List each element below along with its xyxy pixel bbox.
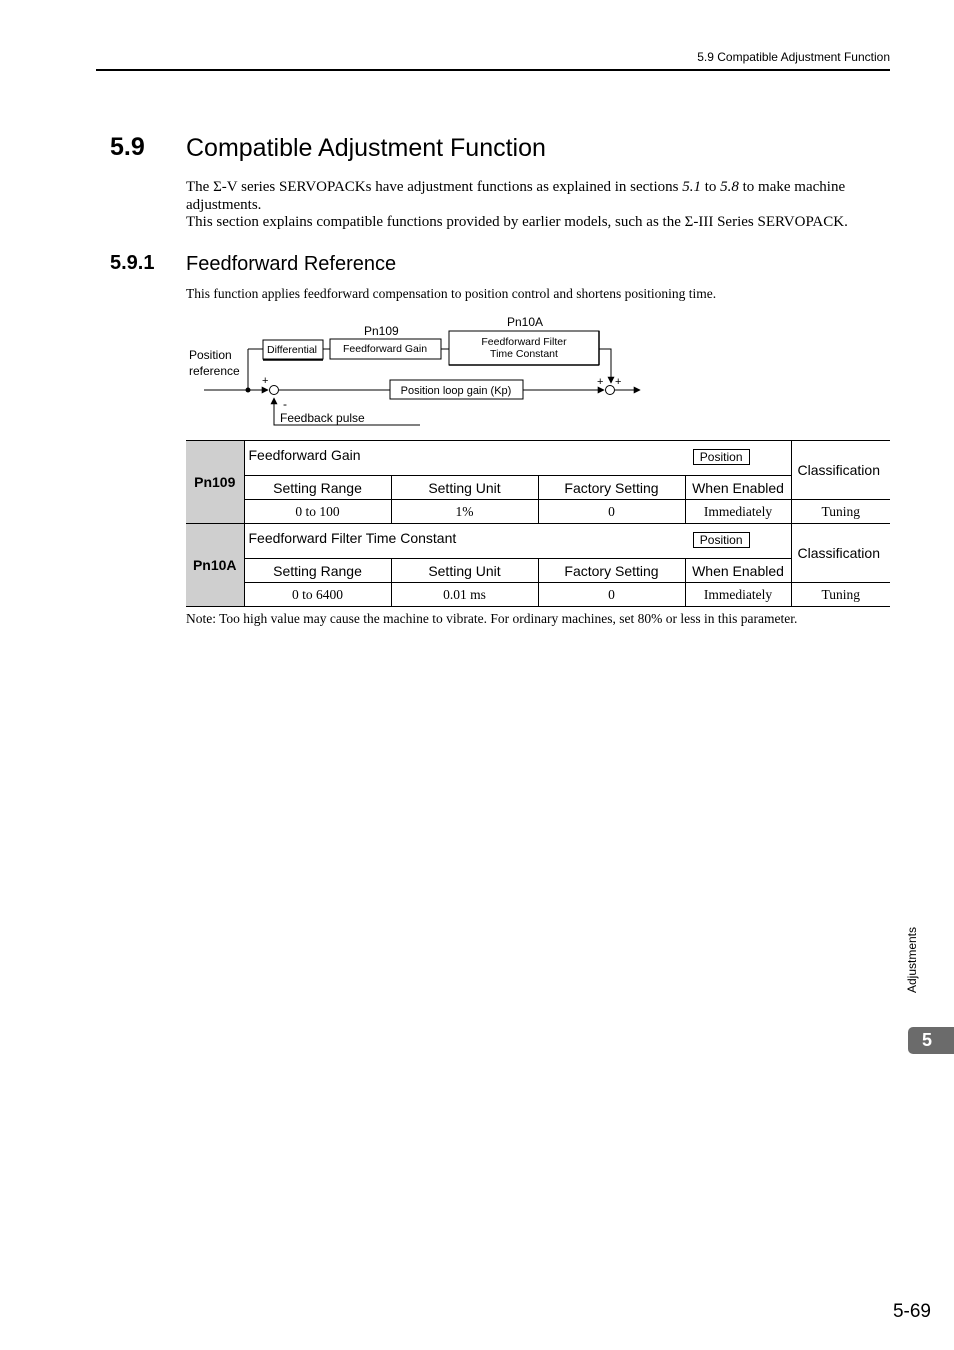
differential-label: Differential bbox=[267, 344, 317, 356]
column-header: Setting Unit bbox=[391, 476, 538, 500]
position-reference-label-2: reference bbox=[189, 364, 240, 378]
parameter-table bbox=[186, 440, 890, 607]
position-tag: Position bbox=[693, 532, 750, 548]
subsection-description: This function applies feedforward compensation to position control and shortens positioning time. bbox=[186, 286, 717, 301]
column-header: When Enabled bbox=[685, 476, 791, 500]
table-row bbox=[186, 583, 890, 607]
table-cell: 0 bbox=[538, 500, 685, 524]
pn109-label: Pn109 bbox=[364, 324, 399, 338]
section-ref-5-1: 5.1 bbox=[682, 179, 701, 195]
param-name: Feedforward Gain bbox=[248, 447, 361, 463]
sum1-plus: + bbox=[262, 375, 269, 387]
feedforward-filter-label-2: Time Constant bbox=[490, 348, 558, 360]
note-text: Note: Too high value may cause the machine to vibrate. For ordinary machines, set 80% or less in this parameter. bbox=[186, 611, 798, 626]
section-title: Compatible Adjustment Function bbox=[186, 134, 546, 162]
column-header: Setting Range bbox=[244, 476, 391, 500]
table-row bbox=[186, 559, 890, 583]
pn10a-label: Pn10A bbox=[507, 315, 544, 329]
table-cell: 0.01 ms bbox=[391, 583, 538, 607]
side-section-label-text: Adjustments bbox=[905, 926, 919, 994]
classification-header: Classification bbox=[791, 441, 890, 500]
intro-paragraph-1: The Σ-V series SERVOPACKs have adjustment functions as explained in sections 5.1 to 5.8 to make machine adjustments. bbox=[186, 179, 846, 213]
classification-value: Tuning bbox=[791, 500, 890, 524]
param-id-pn10a: Pn10A bbox=[186, 524, 244, 607]
table-row bbox=[186, 441, 890, 476]
side-section-label bbox=[900, 920, 924, 1000]
sum2-plus-left: + bbox=[597, 376, 604, 388]
table-cell: 0 to 6400 bbox=[244, 583, 391, 607]
subsection-number: 5.9.1 bbox=[110, 252, 155, 274]
column-header: Setting Range bbox=[244, 559, 391, 583]
column-header: Factory Setting bbox=[538, 476, 685, 500]
table-cell: Immediately bbox=[685, 500, 791, 524]
classification-header: Classification bbox=[791, 524, 890, 583]
section-number: 5.9 bbox=[110, 133, 145, 161]
param-title-cell bbox=[244, 441, 791, 476]
param-name: Feedforward Filter Time Constant bbox=[248, 530, 457, 546]
position-tag: Position bbox=[693, 449, 750, 465]
param-id-pn109: Pn109 bbox=[186, 441, 244, 524]
table-cell: 0 to 100 bbox=[244, 500, 391, 524]
table-row bbox=[186, 500, 890, 524]
running-header: 5.9 Compatible Adjustment Function bbox=[697, 50, 890, 64]
page-number: 5-69 bbox=[892, 1301, 931, 1322]
feedback-pulse-label: Feedback pulse bbox=[280, 411, 365, 425]
sum1-minus: - bbox=[283, 397, 287, 411]
column-header: Setting Unit bbox=[391, 559, 538, 583]
table-row bbox=[186, 476, 890, 500]
feedforward-block-diagram bbox=[0, 0, 954, 440]
column-header: When Enabled bbox=[685, 559, 791, 583]
column-header: Factory Setting bbox=[538, 559, 685, 583]
section-ref-5-8: 5.8 bbox=[720, 179, 739, 195]
subsection-title: Feedforward Reference bbox=[186, 253, 397, 275]
table-row bbox=[186, 524, 890, 559]
param-title-cell bbox=[244, 524, 791, 559]
sum2-plus-right: + bbox=[615, 376, 622, 388]
table-cell: 1% bbox=[391, 500, 538, 524]
classification-value: Tuning bbox=[791, 583, 890, 607]
intro-paragraph-2: This section explains compatible functions provided by earlier models, such as the Σ-III Series SERVOPACK. bbox=[186, 214, 848, 230]
summing-junction-2 bbox=[606, 386, 615, 395]
table-cell: Immediately bbox=[685, 583, 791, 607]
position-reference-label: Position bbox=[189, 348, 232, 362]
table-cell: 0 bbox=[538, 583, 685, 607]
feedforward-gain-label: Feedforward Gain bbox=[343, 343, 428, 355]
summing-junction-1 bbox=[270, 386, 279, 395]
feedforward-filter-label-1: Feedforward Filter bbox=[481, 336, 567, 348]
position-loop-gain-label: Position loop gain (Kp) bbox=[400, 385, 512, 397]
chapter-tab: 5 bbox=[908, 1027, 954, 1054]
